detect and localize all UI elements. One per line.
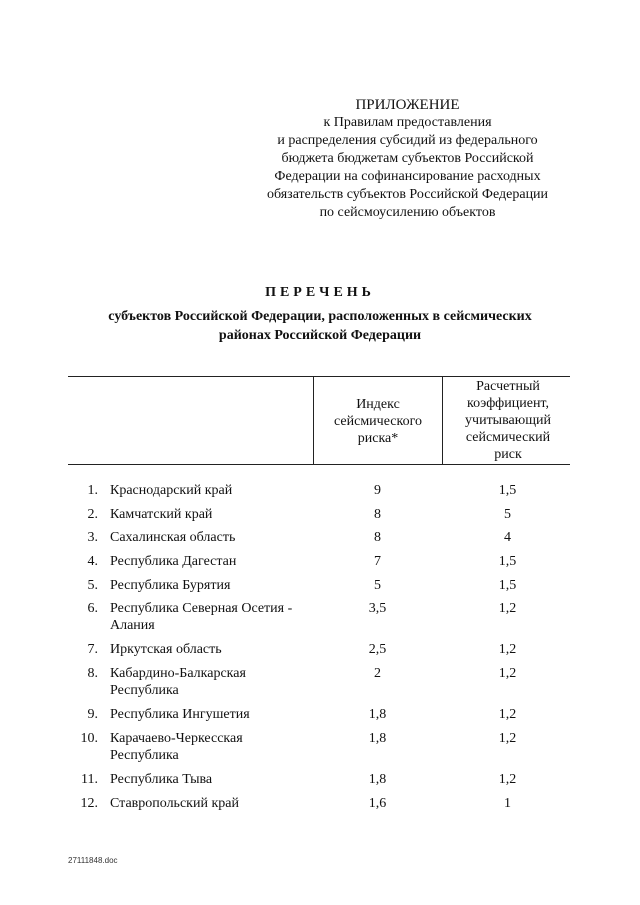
- row-risk-index: 8: [374, 530, 381, 545]
- row-risk-index: 3,5: [368, 601, 387, 616]
- region-line: Карачаево-Черкесская: [110, 731, 243, 746]
- region-line: Кабардино-Балкарская: [110, 666, 246, 681]
- row-number: 12.: [80, 796, 98, 811]
- row-number: 9.: [87, 707, 98, 722]
- region-line: Республика Северная Осетия -: [110, 601, 293, 616]
- row-number: 4.: [87, 554, 98, 569]
- row-risk-index: 1,8: [368, 772, 387, 787]
- row-region: [110, 665, 325, 699]
- row-risk-index: 2,5: [368, 642, 387, 657]
- appendix-title: ПРИЛОЖЕНИЕ: [355, 97, 460, 113]
- row-coefficient: 1: [504, 796, 511, 811]
- row-coefficient: 1,5: [498, 483, 517, 498]
- region-line: Республика: [110, 748, 179, 763]
- appendix-block: [250, 96, 565, 222]
- row-coefficient: 1,2: [498, 601, 517, 616]
- row-coefficient: 1,5: [498, 578, 517, 593]
- header-index-risk: [318, 396, 438, 447]
- row-region: [110, 529, 325, 546]
- region-line: Республика Дагестан: [110, 554, 237, 569]
- region-line: Краснодарский край: [110, 483, 233, 498]
- header-line: риск: [494, 447, 522, 462]
- region-line: Сахалинская область: [110, 530, 236, 545]
- row-number: 10.: [80, 731, 98, 746]
- row-number: 5.: [87, 578, 98, 593]
- row-coefficient: 1,2: [498, 707, 517, 722]
- row-region: [110, 577, 325, 594]
- appendix-line: по сейсмоусилению объектов: [319, 205, 496, 220]
- row-number: 1.: [87, 483, 98, 498]
- row-region: [110, 771, 325, 788]
- table-column-divider: [313, 376, 314, 464]
- row-number: 7.: [87, 642, 98, 657]
- row-number: 8.: [87, 666, 98, 681]
- header-line: сейсмического: [334, 414, 422, 429]
- header-coefficient: [446, 378, 570, 463]
- row-region: [110, 795, 325, 812]
- row-region: [110, 706, 325, 723]
- row-region: [110, 600, 325, 634]
- row-region: [110, 482, 325, 499]
- row-coefficient: 5: [504, 507, 511, 522]
- row-number: 3.: [87, 530, 98, 545]
- appendix-line: обязательств субъектов Российской Федерации: [266, 187, 549, 202]
- region-line: Республика Бурятия: [110, 578, 231, 593]
- document-subtitle: [60, 307, 580, 345]
- row-coefficient: 4: [504, 530, 511, 545]
- region-line: Камчатский край: [110, 507, 213, 522]
- document-filename: 27111848.doc: [68, 856, 118, 865]
- region-line: Республика Ингушетия: [110, 707, 250, 722]
- appendix-line: к Правилам предоставления: [323, 115, 492, 130]
- row-risk-index: 2: [374, 666, 381, 681]
- subtitle-line: субъектов Российской Федерации, расположенных в сейсмических: [108, 309, 532, 324]
- region-line: Иркутская область: [110, 642, 222, 657]
- appendix-line: и распределения субсидий из федерального: [277, 133, 538, 148]
- header-line: Индекс: [356, 397, 400, 412]
- row-region: [110, 730, 325, 764]
- row-risk-index: 1,6: [368, 796, 387, 811]
- row-region: [110, 641, 325, 658]
- row-risk-index: 7: [374, 554, 381, 569]
- header-line: учитывающий: [465, 413, 551, 428]
- appendix-line: Федерации на софинансирование расходных: [274, 169, 541, 184]
- table-top-rule: [68, 376, 570, 377]
- row-coefficient: 1,2: [498, 772, 517, 787]
- region-line: Ставропольский край: [110, 796, 239, 811]
- table-header-bottom-rule: [68, 464, 570, 465]
- row-number: 11.: [81, 772, 98, 787]
- row-risk-index: 5: [374, 578, 381, 593]
- region-line: Алания: [110, 618, 155, 633]
- row-coefficient: 1,2: [498, 731, 517, 746]
- document-title: ПЕРЕЧЕНЬ: [265, 285, 375, 300]
- region-line: Республика: [110, 683, 179, 698]
- row-number: 6.: [87, 601, 98, 616]
- row-risk-index: 1,8: [368, 707, 387, 722]
- row-risk-index: 1,8: [368, 731, 387, 746]
- appendix-line: бюджета бюджетам субъектов Российской: [281, 151, 534, 166]
- row-region: [110, 506, 325, 523]
- row-number: 2.: [87, 507, 98, 522]
- header-line: сейсмический: [465, 430, 551, 445]
- row-coefficient: 1,2: [498, 642, 517, 657]
- header-line: коэффициент,: [467, 396, 549, 411]
- row-coefficient: 1,2: [498, 666, 517, 681]
- subtitle-line: районах Российской Федерации: [218, 328, 422, 343]
- header-line: риска*: [357, 431, 399, 446]
- table-column-divider: [442, 376, 443, 464]
- row-risk-index: 8: [374, 507, 381, 522]
- region-line: Республика Тыва: [110, 772, 213, 787]
- row-region: [110, 553, 325, 570]
- row-coefficient: 1,5: [498, 554, 517, 569]
- row-risk-index: 9: [374, 483, 381, 498]
- header-line: Расчетный: [476, 379, 540, 394]
